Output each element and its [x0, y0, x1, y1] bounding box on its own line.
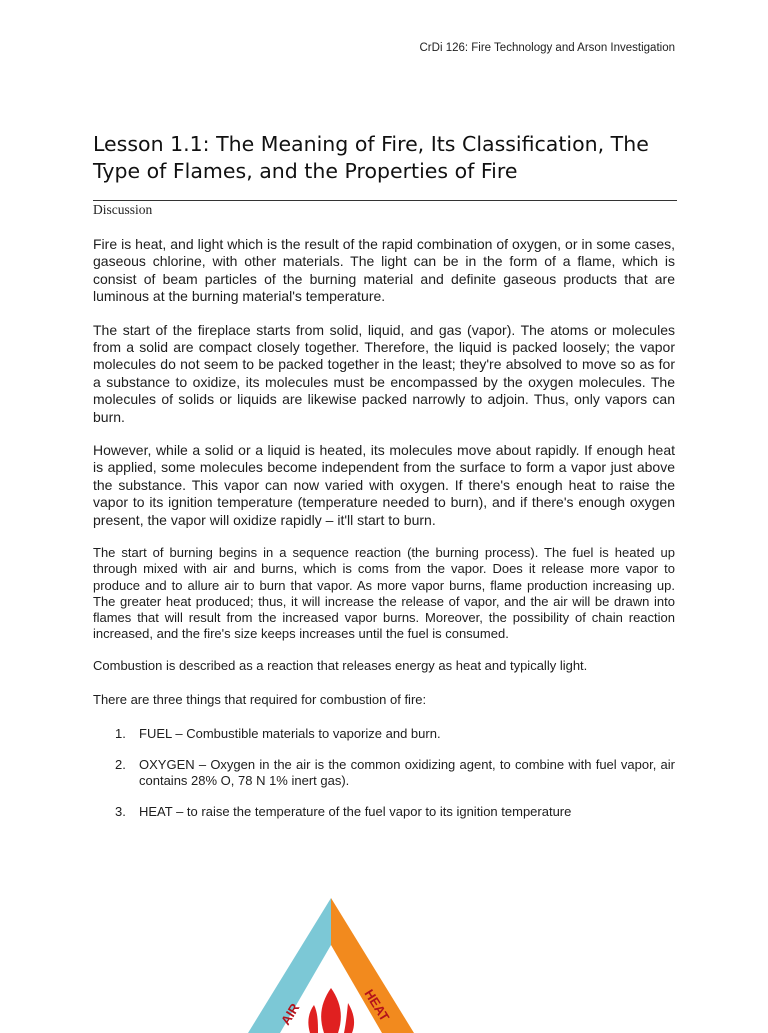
lesson-body: [93, 236, 675, 835]
fire-triangle-air-label: AIR: [277, 1000, 303, 1028]
paragraph-fire-definition: Fire is heat, and light which is the result of the rapid combination of oxygen, or in some cases, gaseous chlorine, with other materials. The light can be in the form of a flame, which is consist of beam particles of the burning material and definite gaseous products that are luminous at the burning material's temperature.: [93, 236, 675, 305]
paragraph-chain-reaction: The start of burning begins in a sequence reaction (the burning process). The fuel is heated up through mixed with air and burns, which is coms from the vapor. Does it release more vapor to produce and to allure air to burn that vapor. As more vapor burns, flame production increasing up. The greater heat produced; thus, it will increase the release of vapor, and the air will be drawn into flames that will result from the increased vapor burns. Moreover, the possibility of chain reaction increased, and the fire's size keeps increases until the fuel is consumed.: [93, 545, 675, 642]
requirements-list: [93, 726, 675, 820]
course-header: CrDi 126: Fire Technology and Arson Investigation: [419, 42, 675, 54]
paragraph-states-of-matter: The start of the fireplace starts from solid, liquid, and gas (vapor). The atoms or molecules from a solid are compact closely together. Therefore, the liquid is packed loosely; the vapor molecules do not seem to be packed together in the least; they're absolved to move so as for a substance to oxidize, its molecules must be encompassed by the oxygen molecules. The molecules of solids or liquids are likewise packed narrowly to adjoin. Thus, only vapors can burn.: [93, 321, 675, 425]
flame-icon: [308, 1005, 318, 1033]
fire-triangle-heat-side: [331, 898, 414, 1033]
section-heading: Discussion: [93, 200, 677, 218]
flame-icon: [321, 988, 341, 1033]
list-item: 3. HEAT – to raise the temperature of the fuel vapor to its ignition temperature: [115, 804, 572, 820]
fire-triangle-heat-label: HEAT: [361, 986, 393, 1024]
list-item: 1. FUEL – Combustible materials to vaporize and burn.: [115, 726, 441, 742]
fire-triangle-diagram: [248, 893, 414, 1033]
lesson-title: Lesson 1.1: The Meaning of Fire, Its Classification, The Type of Flames, and the Properties of Fire: [93, 132, 649, 183]
list-item: 2. OXYGEN – Oxygen in the air is the common oxidizing agent, to combine with fuel vapor, air contains 28% O, 78 N 1% inert gas).: [115, 757, 675, 789]
paragraph-requirements: There are three things that required for combustion of fire:: [93, 692, 427, 708]
paragraph-combustion: Combustion is described as a reaction that releases energy as heat and typically light.: [93, 658, 588, 674]
paragraph-heating: However, while a solid or a liquid is heated, its molecules move about rapidly. If enough heat is applied, some molecules become independent from the surface to form a vapor just above the substance. This vapor can now varied with oxygen. If there's enough heat to raise the vapor to its ignition temperature (temperature needed to burn), and if there's enough oxygen present, the vapor will oxidize rapidly – it'll start to burn.: [93, 442, 675, 528]
flame-icon: [344, 1003, 354, 1033]
